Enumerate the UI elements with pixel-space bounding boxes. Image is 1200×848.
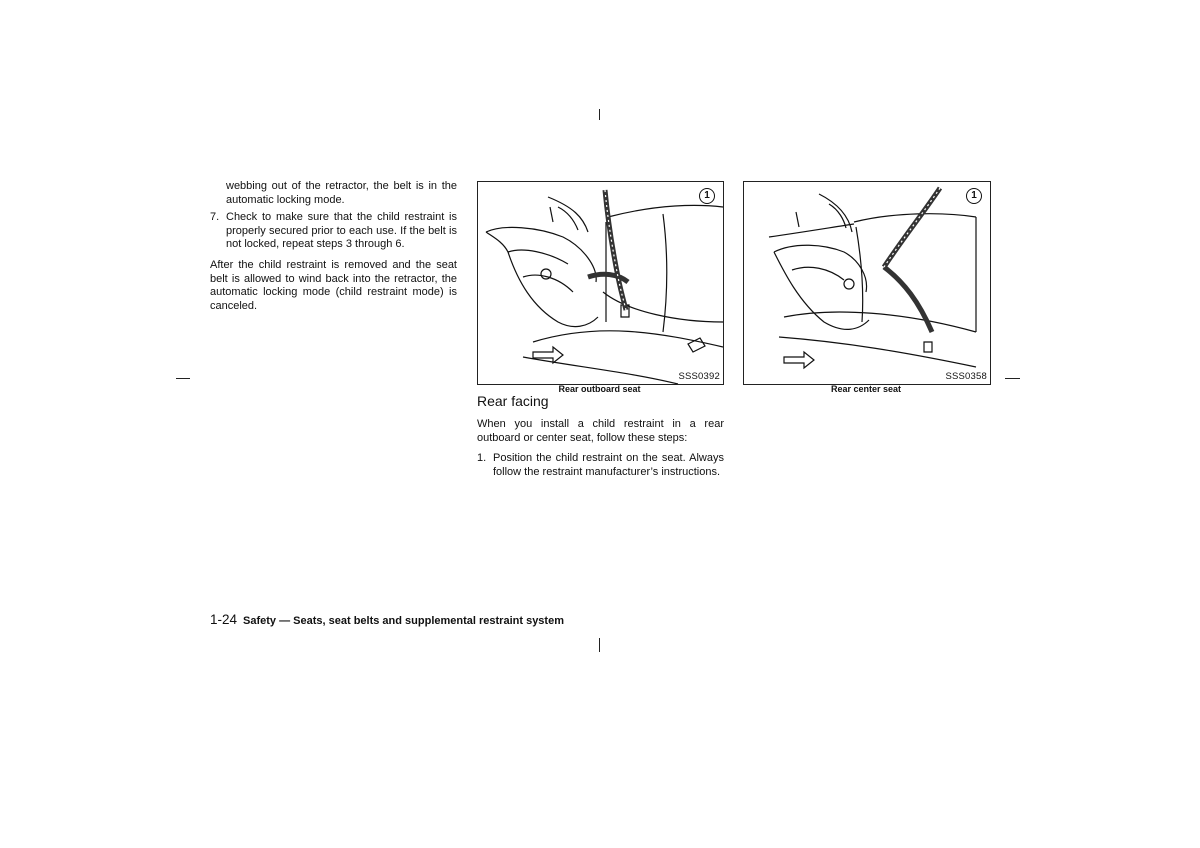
step-7-text: Check to make sure that the child restraint is properly secured prior to each use. If the belt is not locked, repeat steps 3 through 6. (226, 211, 457, 251)
figure-caption: Rear center seat (830, 384, 902, 394)
step-1 (477, 452, 724, 479)
step-1-text: Position the child restraint on the seat. Always follow the restraint manufacturer’s instructions. (493, 452, 724, 478)
intro-paragraph: When you install a child restraint in a rear outboard or center seat, follow these steps: (477, 418, 724, 444)
step-7 (210, 211, 457, 252)
continuation-text: webbing out of the retractor, the belt is in the automatic locking mode. (226, 180, 457, 206)
callout-1-icon: 1 (966, 188, 982, 204)
illustration-rear-center (744, 182, 990, 384)
figure-caption: Rear outboard seat (558, 384, 641, 394)
figure-rear-outboard-seat (477, 181, 724, 385)
step-1-number: 1. (477, 452, 487, 465)
crop-mark-top (599, 109, 600, 120)
left-column (210, 180, 457, 313)
crop-mark-right (1005, 378, 1020, 379)
section-heading: Rear facing (477, 393, 549, 409)
cancel-paragraph: After the child restraint is removed and the seat belt is allowed to wind back into the retractor, the automatic locking mode (child restraint mode) is canceled. (210, 258, 457, 312)
callout-1-icon: 1 (699, 188, 715, 204)
figure-code: SSS0392 (678, 371, 720, 382)
crop-mark-left (176, 378, 190, 379)
page-footer (210, 611, 564, 629)
figure-rear-center-seat (743, 181, 991, 385)
step-7-number: 7. (210, 211, 220, 224)
illustration-rear-outboard (478, 182, 723, 384)
chapter-title: Safety — Seats, seat belts and supplemental restraint system (243, 615, 564, 627)
crop-mark-bottom (599, 638, 600, 652)
figure-code: SSS0358 (945, 371, 987, 382)
page-number: 1-24 (210, 612, 238, 627)
right-column (477, 418, 724, 479)
